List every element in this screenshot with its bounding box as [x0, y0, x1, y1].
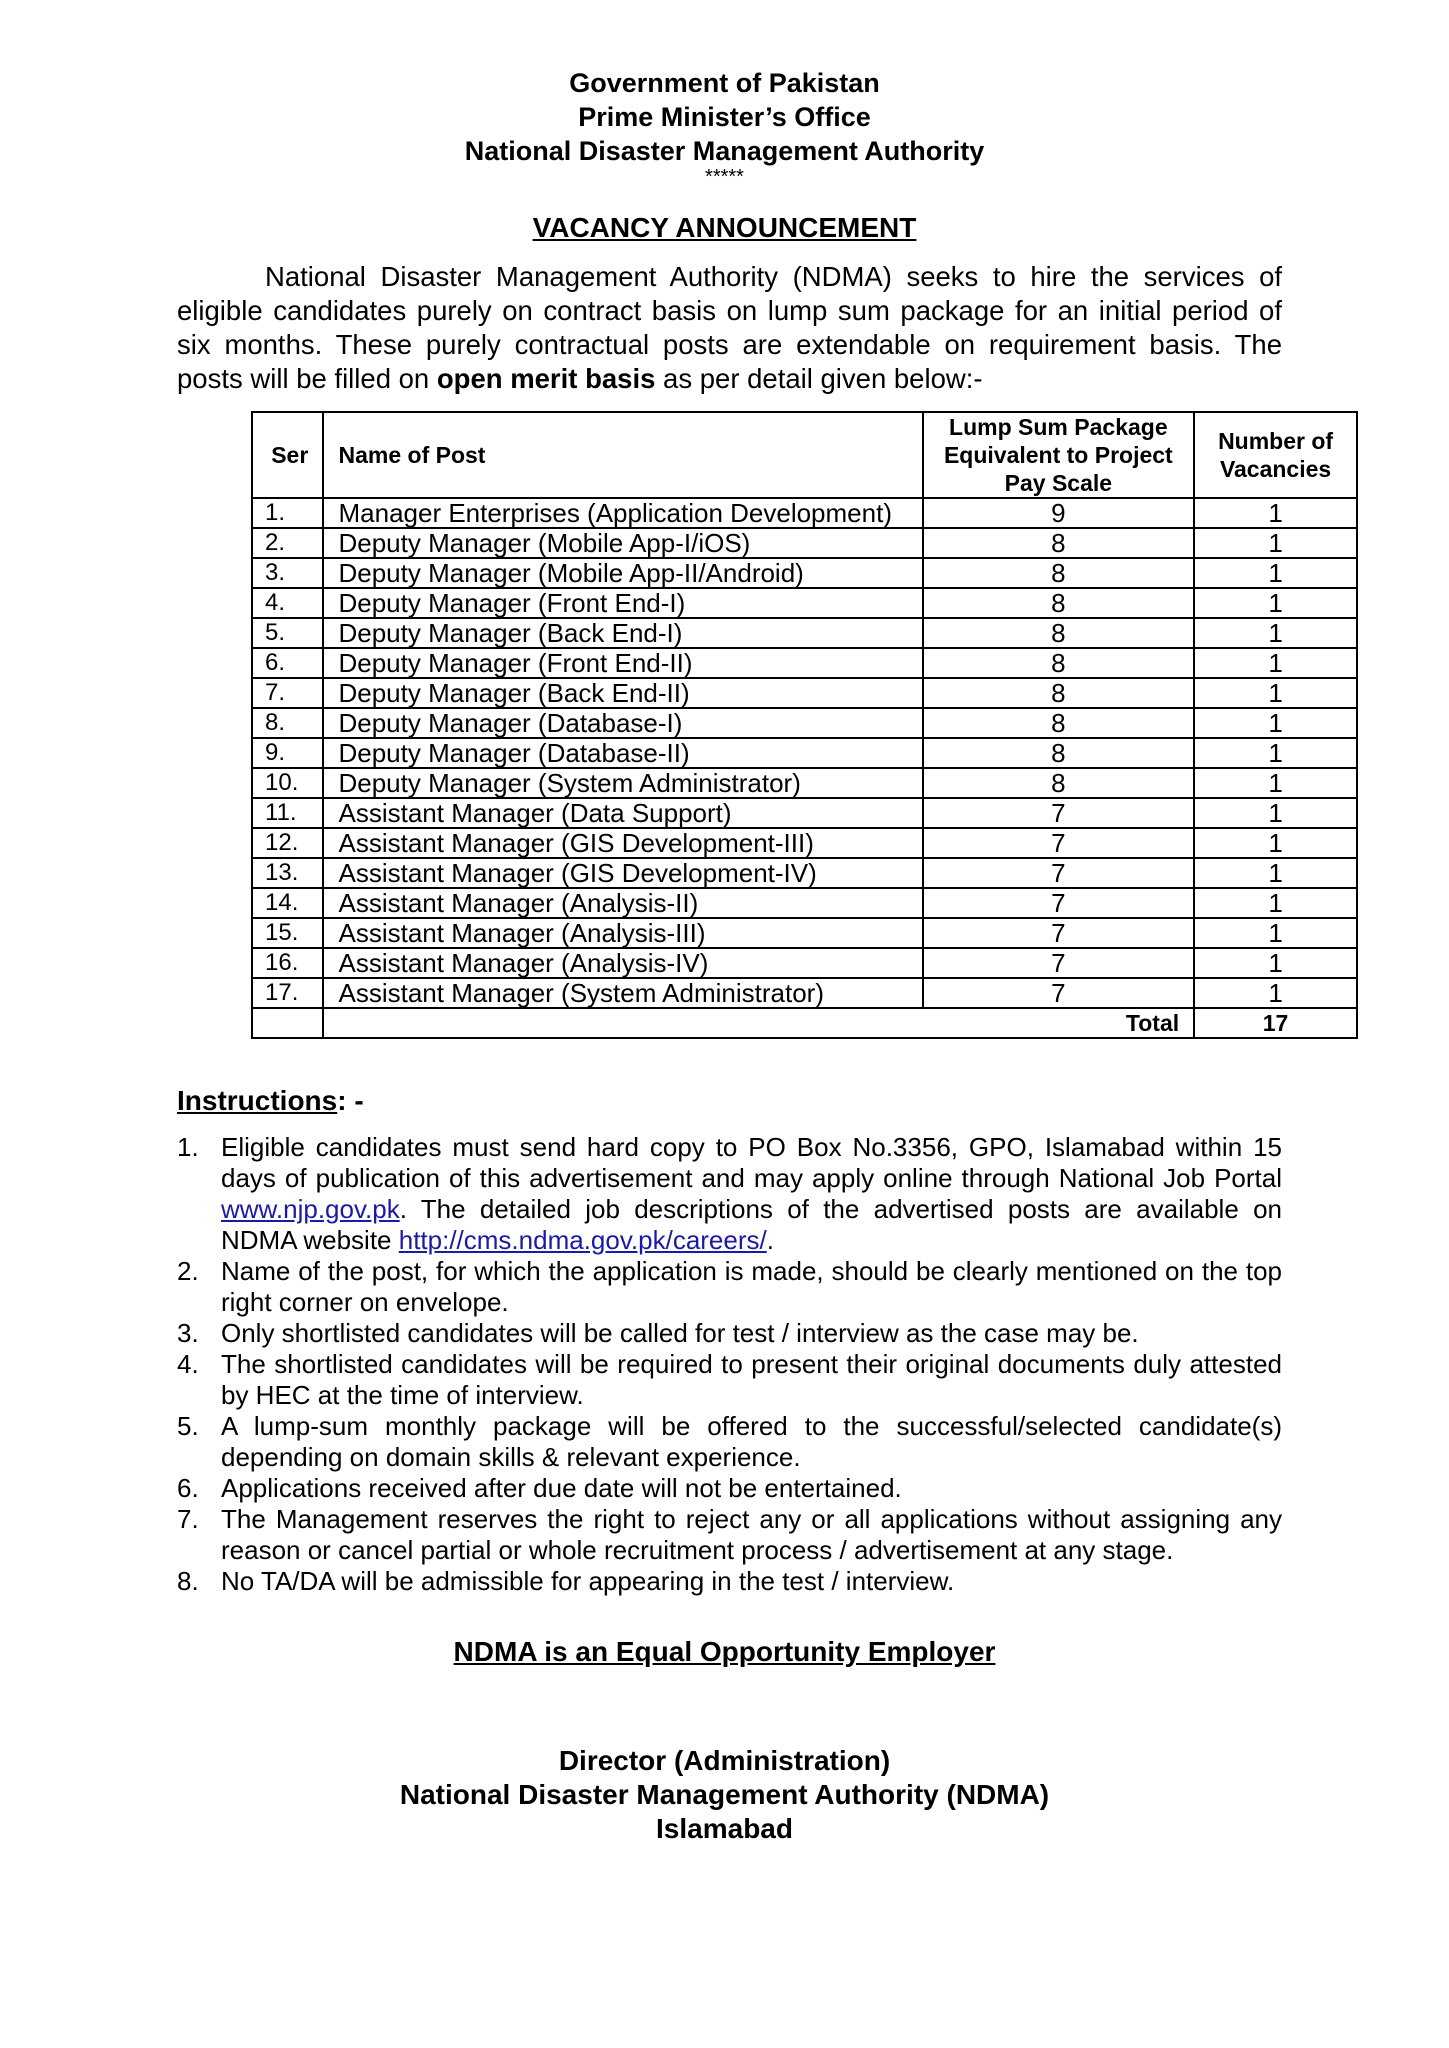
instruction-number: 3.	[177, 1318, 199, 1348]
row-pay-scale: 7	[923, 948, 1195, 978]
table-row	[252, 528, 1357, 558]
header-office: Prime Minister’s Office	[578, 102, 871, 132]
header-pay-scale-line2: Equivalent to Project	[943, 442, 1173, 468]
table-row	[252, 798, 1357, 828]
row-pay-scale: 7	[923, 978, 1195, 1008]
total-value: 17	[1194, 1008, 1357, 1038]
instruction-text: The Management reserves the right to reject any or all applications without assigning any reason or cancel partial or whole recruitment process / advertisement at any stage.	[221, 1504, 1282, 1565]
row-vacancies: 1	[1194, 948, 1357, 978]
table-row	[252, 888, 1357, 918]
header-authority: National Disaster Management Authority	[464, 136, 985, 166]
row-post-name: Assistant Manager (Analysis-IV)	[323, 948, 922, 978]
header-vacancies	[1194, 412, 1357, 498]
row-ser: 4.	[252, 588, 323, 618]
header-vacancies-line2: Vacancies	[1219, 456, 1332, 482]
table-row	[252, 828, 1357, 858]
row-post-name: Deputy Manager (Front End-II)	[323, 648, 922, 678]
instruction-item	[177, 1566, 1282, 1597]
instruction-number: 5.	[177, 1411, 199, 1441]
row-post-name: Assistant Manager (Data Support)	[323, 798, 922, 828]
row-post-name: Deputy Manager (Back End-II)	[323, 678, 922, 708]
row-vacancies: 1	[1194, 648, 1357, 678]
table-row	[252, 648, 1357, 678]
row-pay-scale: 7	[923, 798, 1195, 828]
header-government: Government of Pakistan	[569, 68, 880, 98]
row-post-name: Assistant Manager (GIS Development-III)	[323, 828, 922, 858]
instruction-number: 1.	[177, 1132, 199, 1162]
instruction-text: The shortlisted candidates will be required to present their original documents duly attested by HEC at the time of interview.	[221, 1349, 1282, 1410]
intro-bold-text: open merit basis	[436, 363, 656, 394]
row-ser: 12.	[252, 828, 323, 858]
announcement-title: VACANCY ANNOUNCEMENT	[532, 212, 917, 243]
row-pay-scale: 8	[923, 528, 1195, 558]
row-vacancies: 1	[1194, 588, 1357, 618]
table-row	[252, 708, 1357, 738]
row-ser: 2.	[252, 528, 323, 558]
row-ser: 15.	[252, 918, 323, 948]
row-vacancies: 1	[1194, 678, 1357, 708]
intro-tail: as per detail given below:-	[655, 363, 983, 394]
instruction-item	[177, 1411, 1282, 1473]
row-post-name: Deputy Manager (Front End-I)	[323, 588, 922, 618]
row-ser: 11.	[252, 798, 323, 828]
row-ser: 16.	[252, 948, 323, 978]
row-pay-scale: 7	[923, 888, 1195, 918]
signature-city: Islamabad	[656, 1813, 793, 1844]
row-post-name: Deputy Manager (Database-I)	[323, 708, 922, 738]
row-ser: 3.	[252, 558, 323, 588]
row-vacancies: 1	[1194, 558, 1357, 588]
row-post-name: Deputy Manager (System Administrator)	[323, 768, 922, 798]
row-post-name: Deputy Manager (Mobile App-I/iOS)	[323, 528, 922, 558]
row-vacancies: 1	[1194, 858, 1357, 888]
table-row	[252, 858, 1357, 888]
row-ser: 1.	[252, 498, 323, 528]
total-label: Total	[323, 1008, 1194, 1038]
instruction-number: 4.	[177, 1349, 199, 1379]
instructions-heading	[177, 1085, 364, 1117]
instruction-item	[177, 1473, 1282, 1504]
table-row	[252, 918, 1357, 948]
row-pay-scale: 8	[923, 738, 1195, 768]
signature-block	[0, 1744, 1449, 1846]
instruction-text-cont: . The detailed job descriptions of the advertised posts are available on NDMA website	[221, 1194, 1282, 1255]
row-post-name: Assistant Manager (Analysis-II)	[323, 888, 922, 918]
table-row	[252, 498, 1357, 528]
njp-link[interactable]: www.njp.gov.pk	[221, 1194, 400, 1224]
table-header-row	[252, 412, 1357, 498]
instructions-list	[177, 1132, 1282, 1597]
instruction-item	[177, 1318, 1282, 1349]
row-ser: 5.	[252, 618, 323, 648]
table-total-row	[252, 1008, 1357, 1038]
ndma-careers-link[interactable]: http://cms.ndma.gov.pk/careers/	[398, 1225, 767, 1255]
header-ser: Ser	[252, 412, 323, 498]
table-row	[252, 588, 1357, 618]
table-row	[252, 738, 1357, 768]
instructions-title: Instructions	[177, 1085, 338, 1116]
table-row	[252, 618, 1357, 648]
row-vacancies: 1	[1194, 768, 1357, 798]
instruction-text-end: .	[766, 1225, 774, 1255]
row-pay-scale: 7	[923, 918, 1195, 948]
instruction-text: Name of the post, for which the application is made, should be clearly mentioned on the top right corner on envelope.	[221, 1256, 1282, 1317]
row-vacancies: 1	[1194, 978, 1357, 1008]
instruction-text: No TA/DA will be admissible for appearing in the test / interview.	[221, 1566, 955, 1596]
signature-organization: National Disaster Management Authority (NDMA)	[399, 1779, 1050, 1810]
table-row	[252, 678, 1357, 708]
row-ser: 14.	[252, 888, 323, 918]
row-vacancies: 1	[1194, 798, 1357, 828]
row-ser: 13.	[252, 858, 323, 888]
row-pay-scale: 8	[923, 558, 1195, 588]
row-pay-scale: 7	[923, 828, 1195, 858]
row-ser: 8.	[252, 708, 323, 738]
intro-paragraph	[177, 260, 1282, 396]
row-pay-scale: 8	[923, 678, 1195, 708]
instruction-text: Eligible candidates must send hard copy to PO Box No.3356, GPO, Islamabad within 15 days of publication of this advertisement and may apply online through National Job Portal	[221, 1132, 1282, 1193]
row-ser: 9.	[252, 738, 323, 768]
row-vacancies: 1	[1194, 498, 1357, 528]
table-row	[252, 768, 1357, 798]
equal-opportunity-statement: NDMA is an Equal Opportunity Employer	[453, 1636, 996, 1667]
header-pay-scale	[923, 412, 1195, 498]
table-row	[252, 978, 1357, 1008]
row-vacancies: 1	[1194, 888, 1357, 918]
instruction-text: Applications received after due date will not be entertained.	[221, 1473, 902, 1503]
row-pay-scale: 8	[923, 648, 1195, 678]
row-post-name: Assistant Manager (System Administrator)	[323, 978, 922, 1008]
instruction-item	[177, 1349, 1282, 1411]
instruction-number: 2.	[177, 1256, 199, 1286]
row-ser: 17.	[252, 978, 323, 1008]
instructions-title-suffix: : -	[337, 1085, 364, 1116]
row-pay-scale: 9	[923, 498, 1195, 528]
instruction-text: Only shortlisted candidates will be called for test / interview as the case may be.	[221, 1318, 1139, 1348]
row-pay-scale: 7	[923, 858, 1195, 888]
table-row	[252, 558, 1357, 588]
row-post-name: Manager Enterprises (Application Development)	[323, 498, 922, 528]
row-post-name: Assistant Manager (GIS Development-IV)	[323, 858, 922, 888]
row-pay-scale: 8	[923, 618, 1195, 648]
vacancy-table	[251, 411, 1358, 1039]
header-stars: *****	[705, 166, 744, 188]
row-vacancies: 1	[1194, 618, 1357, 648]
header-post: Name of Post	[323, 412, 922, 498]
header-pay-scale-line3: Pay Scale	[1004, 470, 1113, 496]
row-post-name: Deputy Manager (Back End-I)	[323, 618, 922, 648]
row-vacancies: 1	[1194, 528, 1357, 558]
row-post-name: Deputy Manager (Mobile App-II/Android)	[323, 558, 922, 588]
instruction-text: A lump-sum monthly package will be offered to the successful/selected candidate(s) depending on domain skills & relevant experience.	[221, 1411, 1282, 1472]
instruction-number: 6.	[177, 1473, 199, 1503]
instruction-item	[177, 1256, 1282, 1318]
signature-title: Director (Administration)	[558, 1745, 891, 1776]
row-ser: 6.	[252, 648, 323, 678]
row-pay-scale: 8	[923, 588, 1195, 618]
row-post-name: Deputy Manager (Database-II)	[323, 738, 922, 768]
instruction-number: 8.	[177, 1566, 199, 1596]
row-ser: 7.	[252, 678, 323, 708]
intro-text: National Disaster Management Authority (NDMA) seeks to hire the services of eligible candidates purely on contract basis on lump sum package for an initial period of six months. These purely contractual posts are extendable on requirement basis. The posts will be filled on	[177, 261, 1282, 394]
table-body	[252, 498, 1357, 1038]
header-pay-scale-line1: Lump Sum Package	[949, 414, 1168, 440]
row-vacancies: 1	[1194, 738, 1357, 768]
row-pay-scale: 8	[923, 768, 1195, 798]
document-header	[0, 66, 1449, 186]
instruction-item	[177, 1132, 1282, 1256]
instruction-item	[177, 1504, 1282, 1566]
row-vacancies: 1	[1194, 828, 1357, 858]
total-blank-cell	[252, 1008, 323, 1038]
row-vacancies: 1	[1194, 708, 1357, 738]
table-row	[252, 948, 1357, 978]
instruction-number: 7.	[177, 1504, 199, 1534]
row-post-name: Assistant Manager (Analysis-III)	[323, 918, 922, 948]
row-pay-scale: 8	[923, 708, 1195, 738]
row-vacancies: 1	[1194, 918, 1357, 948]
row-ser: 10.	[252, 768, 323, 798]
header-vacancies-line1: Number of	[1218, 428, 1334, 454]
